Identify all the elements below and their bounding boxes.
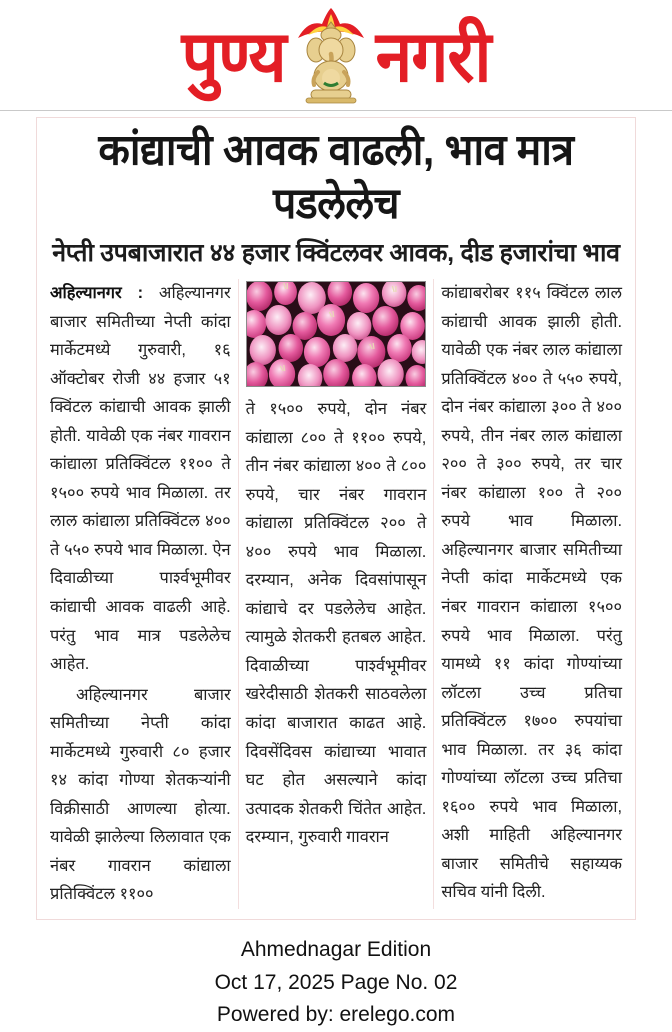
dateline: अहिल्यानगर : (50, 284, 144, 302)
article-headline: कांद्याची आवक वाढली, भाव मात्र पडलेलेच (98, 125, 574, 228)
footer-powered-by: Powered by: erelego.com (216, 1003, 456, 1027)
article-columns (43, 279, 629, 909)
footer (0, 934, 672, 1032)
ganesha-idol-icon (294, 8, 368, 104)
article-column-3 (434, 279, 629, 909)
article-column-1 (43, 279, 238, 909)
masthead-divider (0, 110, 672, 111)
article-subheadline: नेप्ती उपबाजारात ४४ हजार क्विंटलवर आवक, दीड हजारांचा भाव (52, 238, 620, 267)
article-box (36, 117, 636, 920)
paragraph: ते १५०० रुपये, दोन नंबर कांद्याला ८०० ते ११०० रुपये, तीन नंबर कांद्याला ४०० ते ८०० रुपये, चार नंबर गावरान कांद्याला प्रतिक्विंटल २०० ते ४०० रुपये भाव मिळाला. दरम्यान, अनेक दिवसांपासून कांद्याचे दर पडलेलेच आहेत. त्यामुळे शेतकरी हतबल आहेत. दिवाळीच्या पार्श्वभूमीवर खरेदीसाठी शेतकरी साठवलेला कांदा बाजारात काढत आहे. दिवसेंदिवस कांद्याच्या भावात घट होत असल्याने कांदा उत्पादक शेतकरी चिंतेत आहेत. दरम्यान, गुरुवारी गावरान (245, 400, 427, 847)
article-column-2 (238, 279, 435, 909)
masthead-title-left: पुण्य (181, 16, 286, 96)
masthead (0, 0, 672, 106)
footer-date-page: Oct 17, 2025 Page No. 02 (214, 970, 458, 994)
footer-edition: Ahmednagar Edition (240, 938, 432, 962)
paragraph: अहिल्यानगर बाजार समितीच्या नेप्ती कांदा मार्केटमध्ये गुरुवारी ८० हजार १४ कांदा गोण्या शेतकऱ्यांनी विक्रीसाठी आणल्या होत्या. यावेळी झालेल्या लिलावात एक नंबर गावरान कांद्याला प्रतिक्विंटल ११०० (50, 685, 231, 904)
masthead-title-right: नगरी (375, 16, 491, 96)
onion-photo (246, 281, 427, 387)
paragraph (50, 279, 231, 679)
paragraph-text: अहिल्यानगर बाजार समितीच्या नेप्ती कांदा मार्केटमध्ये गुरुवारी, १६ ऑक्टोबर रोजी ४४ हजार ५१ क्विंटल कांद्याची आवक झाली होती. यावेळी एक नंबर गावरान कांद्याला प्रतिक्विंटल ११०० ते १५०० रुपये भाव मिळाला. तर लाल कांद्याला प्रतिक्विंटल ४०० ते ५५० रुपये भाव मिळाला. ऐन दिवाळीच्या पार्श्वभूमीवर कांद्याची आवक वाढली आहे. परंतु भाव मात्र पडलेलेच आहेत. (50, 284, 231, 674)
paragraph: कांद्याबरोबर ११५ क्विंटल लाल कांद्याची आवक झाली होती. यावेळी एक नंबर लाल कांद्याला प्रतिक्विंटल ४०० ते ५५० रुपये, दोन नंबर कांद्याला ३०० ते ४०० रुपये, तीन नंबर लाल कांद्याला २०० ते ३०० रुपये, तर चार नंबर कांद्याला १०० ते २०० रुपये भाव मिळाला. अहिल्यानगर बाजार समितीच्या नेप्ती कांदा मार्केटमध्ये एक नंबर गावरान कांद्याला १५०० रुपये भाव मिळाला. परंतु यामध्ये ११ कांदा गोण्यांच्या लॉटला उच्च प्रतिचा प्रतिक्विंटल १७०० रुपयांचा भाव मिळाला. तर ३६ कांदा गोण्यांच्या लॉटला उच्च प्रतिचा १६०० रुपये भाव मिळाला, अशी माहिती अहिल्यानगर बाजार समितीचे सहाय्यक सचिव यांनी दिली. (441, 284, 623, 902)
